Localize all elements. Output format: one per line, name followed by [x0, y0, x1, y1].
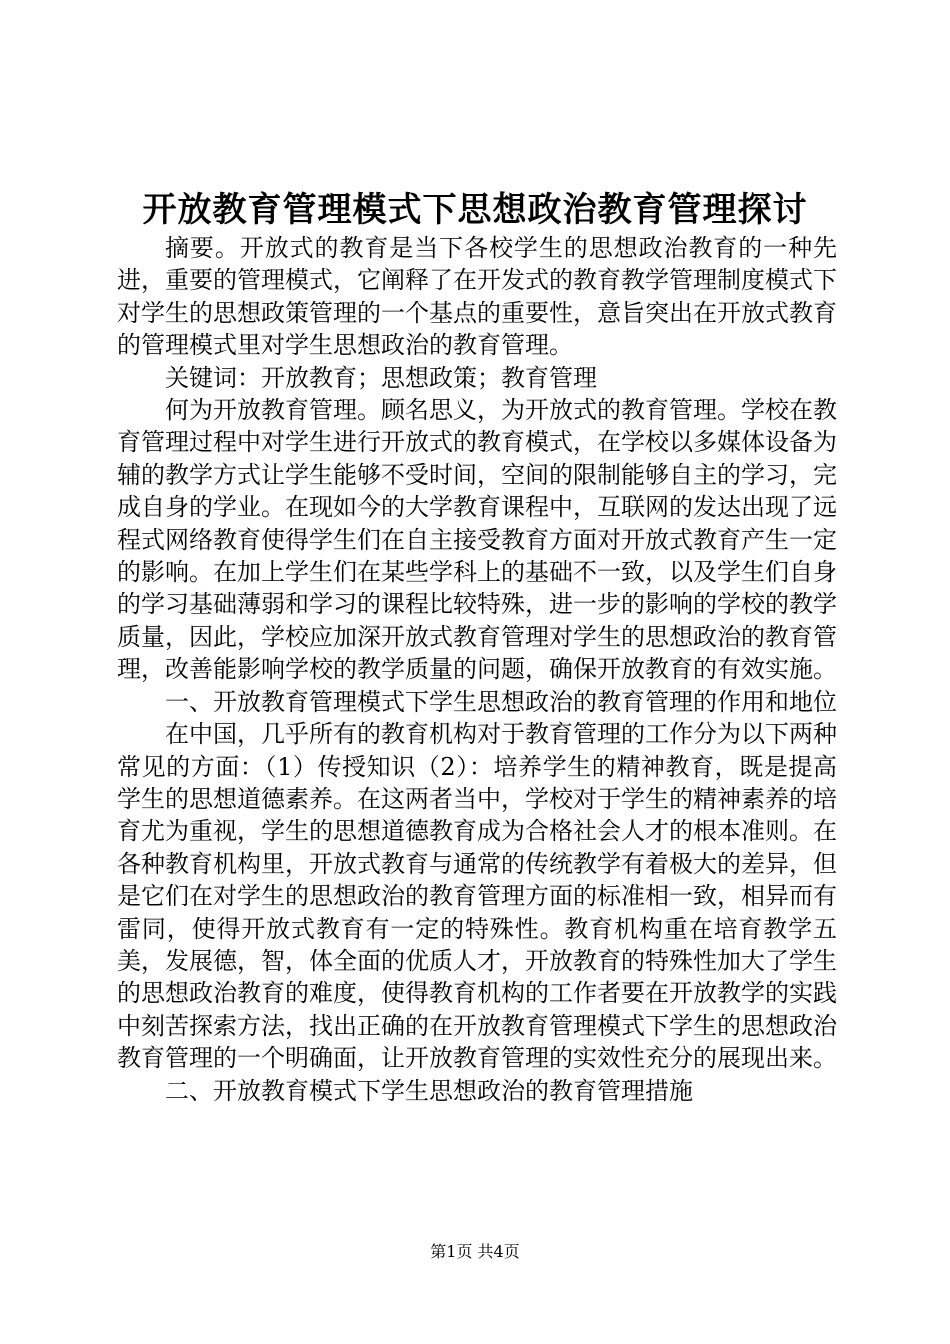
section-heading-1: 一、开放教育管理模式下学生思想政治的教育管理的作用和地位: [165, 687, 837, 716]
document-title: 开放教育管理模式下思想政治教育管理探讨: [142, 190, 808, 230]
section-1-paragraph: 在中国，几乎所有的教育机构对于教育管理的工作分为以下两种常见的方面：（1）传授知识（2）：培养学生的精神教育，既是提高学生的思想道德素养。在这两者当中，学校对于学生的精神素养的培育尤为重视，学生的思想道德教育成为合格社会人才的根本准则。在各种教育机构里，开放式教育与通常的传统教学有着极大的差异，但是它们在对学生的思想政治的教育管理方面的标准相一致，相异而有雷同，使得开放式教育有一定的特殊性。教育机构重在培育教学五美，发展德，智，体全面的优质人才，开放教育的特殊性加大了学生的思想政治教育的难度，使得教育机构的工作者要在开放教学的实践中刻苦探索方法，找出正确的在开放教育管理模式下学生的思想政治教育管理的一个明确面，让开放教育管理的实效性充分的展现出来。: [117, 720, 837, 1073]
intro-paragraph: 何为开放教育管理。顾名思义，为开放式的教育管理。学校在教育管理过程中对学生进行开放式的教育模式，在学校以多媒体设备为辅的教学方式让学生能够不受时间，空间的限制能够自主的学习，完成自身的学业。在现如今的大学教育课程中，互联网的发达出现了远程式网络教育使得学生们在自主接受教育方面对开放式教育产生一定的影响。在加上学生们在某些学科上的基础不一致，以及学生们自身的学习基础薄弱和学习的课程比较特殊，进一步的影响的学校的教学质量，因此，学校应加深开放式教育管理对学生的思想政治的教育管理，改善能影响学校的教学质量的问题，确保开放教育的有效实施。: [117, 396, 837, 684]
section-heading-2: 二、开放教育模式下学生思想政治的教育管理措施: [165, 1076, 693, 1105]
document-body: [117, 232, 837, 1107]
page-number-footer: 第1页 共4页: [430, 1242, 520, 1261]
abstract-paragraph: 摘要。开放式的教育是当下各校学生的思想政治教育的一种先进，重要的管理模式，它阐释了在开发式的教育教学管理制度模式下对学生的思想政策管理的一个基点的重要性，意旨突出在开放式教育的管理模式里对学生思想政治的教育管理。: [117, 234, 837, 360]
keywords-paragraph: 关键词：开放教育；思想政策；教育管理: [165, 363, 597, 392]
